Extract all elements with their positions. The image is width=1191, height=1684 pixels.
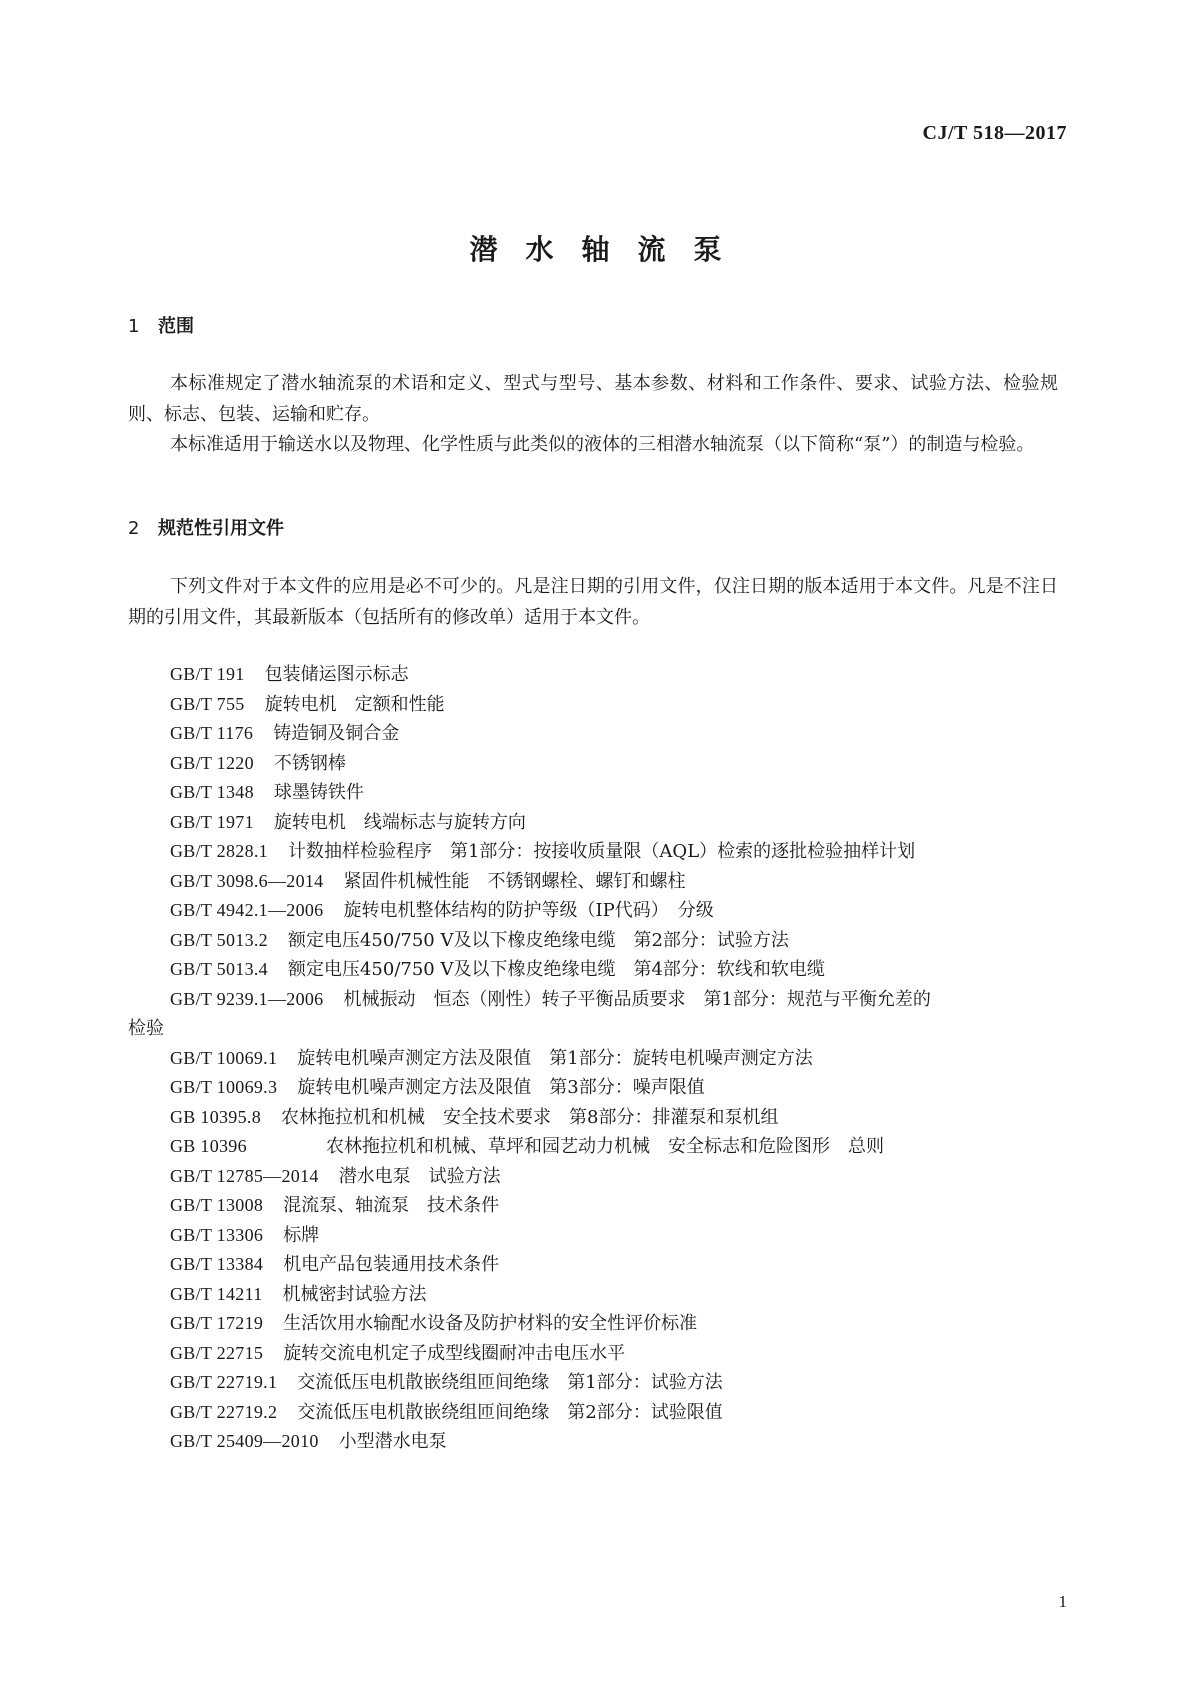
reference-code: GB/T 1348	[170, 782, 254, 802]
document-title: 潜水轴流泵	[469, 233, 750, 266]
section-2-title: 规范性引用文件	[158, 518, 284, 539]
reference-title: 交流低压电机散嵌绕组匝间绝缘 第2部分：试验限值	[297, 1401, 723, 1423]
reference-title: 不锈钢棒	[273, 752, 346, 774]
reference-item	[128, 1309, 1058, 1339]
reference-title: 紧固件机械性能 不锈钢螺栓、螺钉和螺柱	[343, 870, 686, 892]
section-2-heading	[128, 514, 284, 540]
reference-item	[128, 1191, 1058, 1221]
reference-code: GB/T 12785—2014	[170, 1165, 319, 1186]
reference-code: GB/T 22719.2	[170, 1401, 278, 1422]
reference-title: 农林拖拉机和机械、草坪和园艺动力机械 安全标志和危险图形 总则	[326, 1136, 884, 1157]
reference-item	[128, 1073, 1058, 1103]
reference-item	[128, 749, 1058, 779]
reference-title: 机械密封试验方法	[282, 1283, 427, 1305]
reference-title: 旋转电机 线端标志与旋转方向	[273, 811, 526, 833]
reference-code: GB/T 9239.1—2006	[170, 988, 324, 1009]
reference-code: GB/T 1220	[170, 752, 254, 773]
section-1-paragraph: 本标准规定了潜水轴流泵的术语和定义、型式与型号、基本参数、材料和工作条件、要求、试验方法、检验规则、标志、包装、运输和贮存。	[128, 373, 1058, 425]
reference-code: GB/T 1176	[170, 723, 254, 743]
reference-code: GB/T 14211	[170, 1283, 263, 1304]
reference-item	[128, 1162, 1058, 1192]
section-1-title: 范围	[158, 316, 194, 337]
reference-code: GB/T 13384	[170, 1254, 264, 1274]
reference-item	[128, 1339, 1058, 1369]
reference-item	[128, 778, 1058, 808]
reference-item	[128, 660, 1058, 690]
reference-title: 球墨铸铁件	[273, 782, 364, 803]
reference-code: GB/T 1971	[170, 811, 254, 832]
reference-code: GB/T 191	[170, 664, 245, 684]
reference-item	[128, 1044, 1058, 1074]
section-1-paragraph: 本标准适用于输送水以及物理、化学性质与此类似的液体的三相潜水轴流泵（以下简称“泵”）的制造与检验。	[170, 434, 1035, 455]
reference-code: GB/T 755	[170, 693, 245, 714]
reference-list	[128, 660, 1058, 1457]
reference-item	[128, 808, 1058, 838]
reference-item	[128, 690, 1058, 720]
reference-code: GB/T 3098.6—2014	[170, 870, 324, 891]
reference-item	[128, 926, 1058, 956]
reference-title: 农林拖拉机和机械 安全技术要求 第8部分：排灌泵和泵机组	[281, 1106, 779, 1128]
reference-title: 旋转电机噪声测定方法及限值 第3部分：噪声限值	[297, 1077, 705, 1098]
reference-item	[128, 1221, 1058, 1251]
reference-item	[128, 1250, 1058, 1280]
reference-item	[128, 719, 1058, 749]
reference-title: 铸造铜及铜合金	[273, 723, 400, 744]
reference-item	[128, 1132, 1058, 1162]
standard-code: CJ/T 518—2017	[922, 122, 1067, 144]
reference-title: 旋转电机噪声测定方法及限值 第1部分：旋转电机噪声测定方法	[297, 1047, 813, 1069]
reference-title: 潜水电泵 试验方法	[338, 1165, 501, 1187]
reference-item	[128, 955, 1058, 985]
reference-title: 混流泵、轴流泵 技术条件	[283, 1195, 500, 1216]
reference-code: GB/T 10069.1	[170, 1047, 278, 1068]
reference-item	[128, 1103, 1058, 1133]
section-1-heading	[128, 312, 194, 338]
section-2-intro: 下列文件对于本文件的应用是必不可少的。凡是注日期的引用文件，仅注日期的版本适用于本文件。凡是不注日期的引用文件，其最新版本（包括所有的修改单）适用于本文件。	[128, 576, 1058, 628]
reference-title: 旋转交流电机定子成型线圈耐冲击电压水平	[283, 1342, 626, 1364]
reference-title-continuation: 检验	[128, 1018, 164, 1039]
reference-item	[128, 896, 1058, 926]
reference-title: 机械振动 恒态（刚性）转子平衡品质要求 第1部分：规范与平衡允差的	[343, 988, 931, 1010]
reference-item	[128, 985, 1058, 1044]
reference-title: 机电产品包装通用技术条件	[283, 1254, 500, 1275]
reference-item	[128, 837, 1058, 867]
reference-code: GB/T 5013.2	[170, 929, 268, 950]
page-number: 1	[1058, 1592, 1067, 1611]
reference-code: GB/T 17219	[170, 1313, 264, 1333]
reference-title: 旋转电机 定额和性能	[264, 693, 445, 715]
reference-item	[128, 1280, 1058, 1310]
reference-code: GB 10395.8	[170, 1106, 262, 1127]
section-2-number: 2	[128, 518, 140, 539]
reference-item	[128, 1368, 1058, 1398]
reference-title: 额定电压450/750 V及以下橡皮绝缘电缆 第4部分：软线和软电缆	[287, 959, 825, 980]
reference-code: GB/T 13008	[170, 1195, 264, 1215]
reference-code: GB/T 22715	[170, 1342, 264, 1363]
reference-title: 包装储运图示标志	[264, 664, 409, 685]
reference-title: 生活饮用水输配水设备及防护材料的安全性评价标准	[283, 1313, 698, 1334]
reference-item	[128, 1398, 1058, 1428]
reference-item	[128, 867, 1058, 897]
reference-title: 计数抽样检验程序 第1部分：按接收质量限（AQL）检索的逐批检验抽样计划	[287, 841, 916, 862]
reference-code: GB/T 4942.1—2006	[170, 900, 324, 920]
reference-title: 交流低压电机散嵌绕组匝间绝缘 第1部分：试验方法	[297, 1372, 723, 1393]
reference-item	[128, 1427, 1058, 1457]
reference-title: 旋转电机整体结构的防护等级（IP代码） 分级	[343, 900, 714, 921]
reference-code: GB 10396	[170, 1136, 247, 1156]
reference-code: GB/T 13306	[170, 1224, 264, 1245]
reference-code: GB/T 25409—2010	[170, 1431, 319, 1451]
reference-code: GB/T 10069.3	[170, 1077, 278, 1097]
reference-code: GB/T 2828.1	[170, 841, 268, 861]
reference-title: 标牌	[283, 1224, 320, 1246]
reference-title: 额定电压450/750 V及以下橡皮绝缘电缆 第2部分：试验方法	[287, 929, 789, 951]
reference-code: GB/T 22719.1	[170, 1372, 278, 1392]
reference-code: GB/T 5013.4	[170, 959, 268, 979]
reference-title: 小型潜水电泵	[338, 1431, 447, 1452]
section-1-number: 1	[128, 316, 140, 337]
